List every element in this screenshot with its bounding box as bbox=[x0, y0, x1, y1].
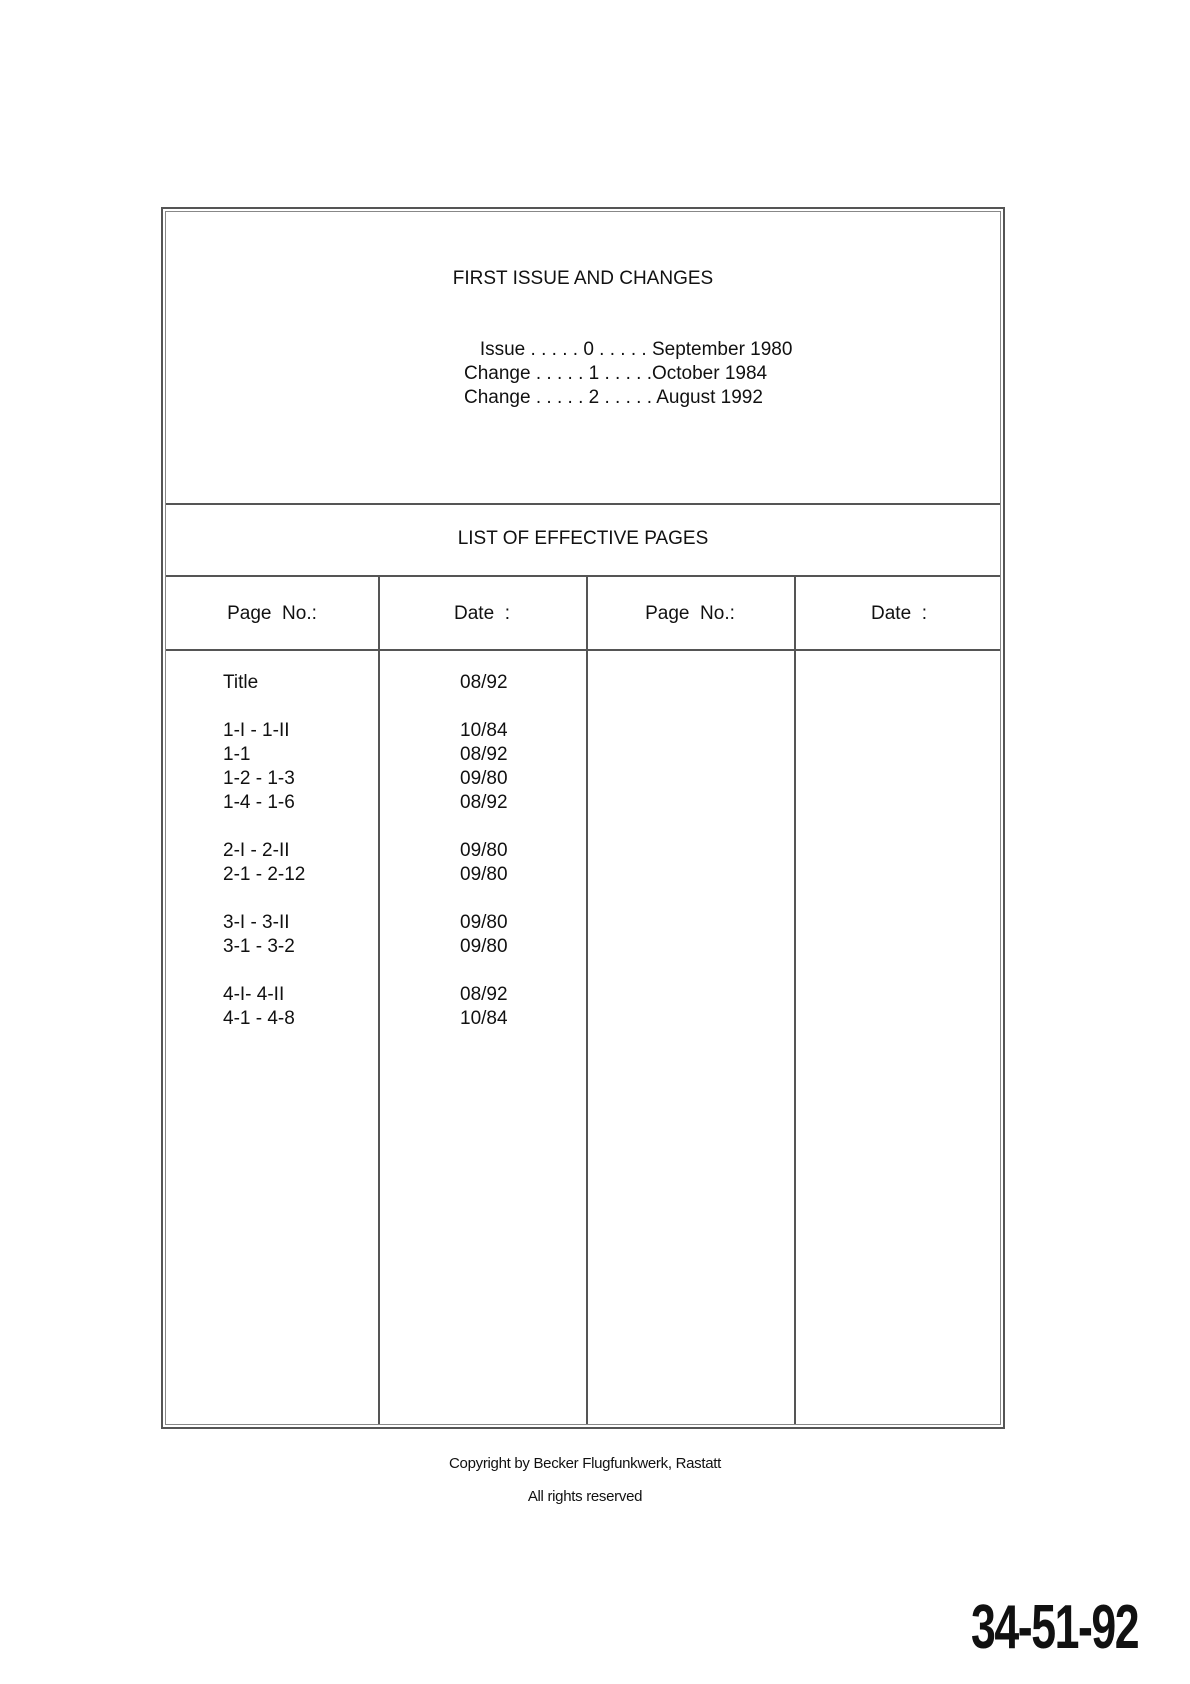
entry-page: 1-4 - 1-6 bbox=[223, 792, 295, 813]
entry-page: 1-1 bbox=[223, 744, 251, 765]
change-row: Change . . . . . 2 . . . . . August 1992 bbox=[464, 387, 763, 408]
column-divider bbox=[586, 577, 588, 1424]
effective-pages-title: LIST OF EFFECTIVE PAGES bbox=[457, 528, 709, 549]
entry-date: 08/92 bbox=[460, 672, 508, 693]
first-issue-title: FIRST ISSUE AND CHANGES bbox=[452, 268, 714, 289]
entry-page: 1-I - 1-II bbox=[223, 720, 290, 741]
copyright-text: Copyright by Becker Flugfunkwerk, Rastatt bbox=[449, 1455, 721, 1472]
header-page-no-2: Page No.: bbox=[645, 603, 735, 624]
entry-page: 1-2 - 1-3 bbox=[223, 768, 295, 789]
entry-page: 3-1 - 3-2 bbox=[223, 936, 295, 957]
entry-date: 10/84 bbox=[460, 720, 508, 741]
header-date: Date : bbox=[454, 603, 510, 624]
document-number: 34-51-92 bbox=[970, 1593, 1138, 1662]
header-page-no: Page No.: bbox=[227, 603, 317, 624]
column-divider bbox=[794, 577, 796, 1424]
entry-page: Title bbox=[223, 672, 259, 693]
entry-date: 08/92 bbox=[460, 792, 508, 813]
entry-page: 2-1 - 2-12 bbox=[223, 864, 306, 885]
entry-page: 3-I - 3-II bbox=[223, 912, 290, 933]
document-frame bbox=[161, 207, 1005, 1429]
entry-date: 09/80 bbox=[460, 864, 508, 885]
frame-inner bbox=[165, 211, 1001, 1425]
entry-date: 08/92 bbox=[460, 984, 508, 1005]
entry-date: 09/80 bbox=[460, 840, 508, 861]
entry-page: 2-I - 2-II bbox=[223, 840, 290, 861]
table-header-row bbox=[166, 577, 1000, 651]
entry-date: 09/80 bbox=[460, 936, 508, 957]
entry-page: 4-I- 4-II bbox=[223, 984, 285, 1005]
entry-date: 10/84 bbox=[460, 1008, 508, 1029]
first-issue-section bbox=[166, 212, 1000, 505]
issue-row: Issue . . . . . 0 . . . . . September 1980 bbox=[464, 339, 793, 360]
issue-list bbox=[464, 338, 792, 410]
header-date-2: Date : bbox=[871, 603, 927, 624]
effective-pages-title-section bbox=[166, 505, 1000, 577]
entry-date: 09/80 bbox=[460, 768, 508, 789]
entry-date: 09/80 bbox=[460, 912, 508, 933]
change-row: Change . . . . . 1 . . . . .October 1984 bbox=[464, 363, 768, 384]
rights-text: All rights reserved bbox=[527, 1488, 643, 1505]
entry-date: 08/92 bbox=[460, 744, 508, 765]
column-divider bbox=[378, 577, 380, 1424]
entry-page: 4-1 - 4-8 bbox=[223, 1008, 295, 1029]
